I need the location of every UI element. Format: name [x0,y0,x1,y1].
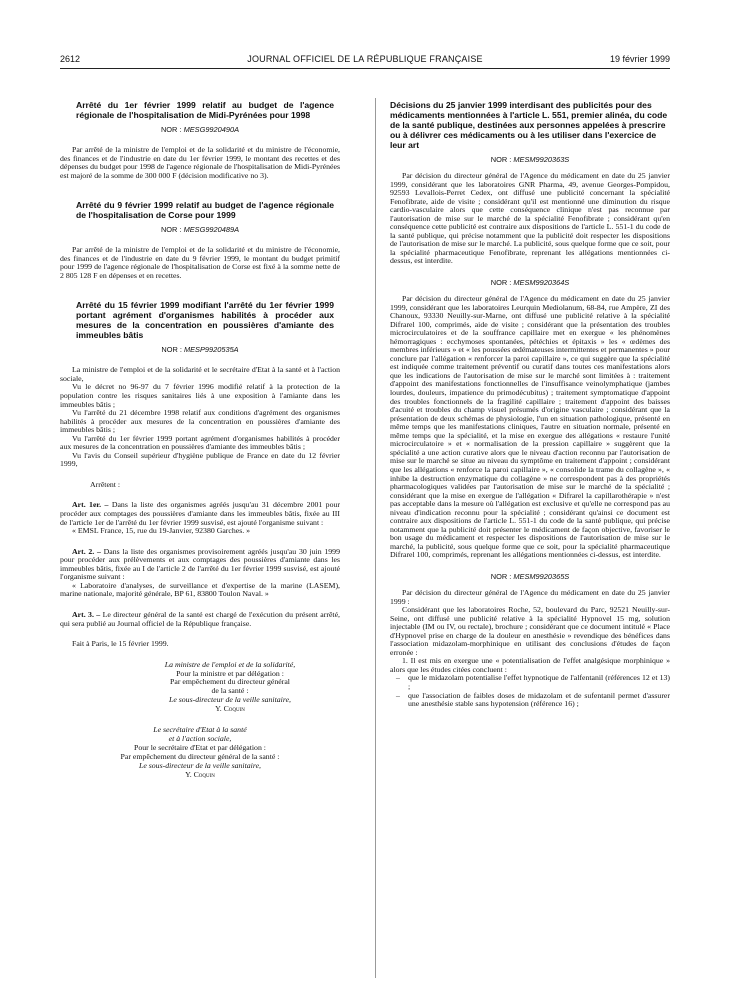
paragraph: Considérant que les laboratoires Roche, 52, boulevard du Parc, 92521 Neuilly-sur-Seine, ont diffusé une publicité relative à la spécialité Hypnovel 15 mg, solution injectable (IM ou IV, ou rectale), brochure ; considérant que ce document intitulé « Place d'Hypnovel prise en charge de la douleur en anesthésie » revendique des bénéfices dans l'association midazolam-morphinique en utilisant des conclusions d'études de façon erronée : [390,605,670,657]
page-header [60,54,670,68]
section-body: Par arrêté de la ministre de l'emploi et de la solidarité et du ministre de l'économie, des finances et de l'industrie en date du 1er février 1999, le montant des recettes et des dépenses du budget pour 1998 de l'agence régionale de l'hospitalisation de Midi-Pyrénées est majoré de la somme de 300 000 F (décision modificative no 3). [60,145,340,180]
article-1-item: « EMSL France, 15, rue du 19-Janvier, 92380 Garches. » [72,526,251,536]
list-item: – que le midazolam potentialise l'effet hypnotique de l'alfentanil (références 12 et 13) ; [396,674,670,691]
nor-reference: NOR : MESP9920535A [161,345,239,355]
article-2: Art. 2. – Dans la liste des organismes provisoirement agréés jusqu'au 30 juin 1999 pour procéder aux prélèvements et aux comptages des poussières d'amiante dans les immeubles bâtis, fixée au I de l'article 2 de l'arrêté du 1er février 1999 susvisé, est ajouté l'organisme suivant : [60,546,340,582]
article-3: Art. 3. – Le directeur général de la santé est chargé de l'exécution du présent arrêté, qui sera publié au Journal officiel de la République française. [60,609,340,628]
decisions-title: Décisions du 25 janvier 1999 interdisant des publicités pour des médicaments mentionnées à l'article L. 551, premier alinéa, du code de la santé publique, destinées aux personnes appelées à prescrire ou à délivrer ces médicaments ou à les utiliser dans l'exercice de leur art [390,100,668,150]
page-number: 2612 [60,54,81,64]
section-body: Par arrêté de la ministre de l'emploi et de la solidarité et du ministre de l'économie, des finances et de l'industrie en date du 9 février 1999, le montant du budget primitif pour 1999 de l'agence régionale de l'hospitalisation de Corse est fixé à la somme nette de 2 805 128 F en dépenses et en recettes. [60,245,340,280]
paragraph: Vu l'avis du Conseil supérieur d'hygiène publique de France en date du 12 février 1999, [60,450,340,469]
paragraph: Vu le décret no 96-97 du 7 février 1996 modifié relatif à la protection de la population contre les risques sanitaires liés à une exposition à l'amiante dans les immeubles bâtis ; [60,382,340,409]
left-column [60,100,340,799]
signature-ministre: La ministre de l'emploi et de la solidarité, Pour la ministre et par délégation : Par empêchement du directeur général de la santé : Le sous-directeur de la veille sanitaire, Y. Coquin [164,659,296,714]
signature-secretaire: Le secrétaire d'Etat à la santé et à l'action sociale, Pour le secrétaire d'Etat et par délégation : Par empêchement du directeur général de la santé : Le sous-directeur de la veille sanitaire, Y. Coquin [120,725,280,779]
decision-fenofibrate: Par décision du directeur général de l'Agence du médicament en date du 25 janvier 1999, considérant que les laboratoires GNR Pharma, 49, avenue Georges-Pompidou, 92593 Levallois-Perret Cedex, ont diffusé une publicité concernant la spécialité Fenofibrate, aide de visite ; considérant qu'il est mentionné une diminution du risque cardio-vasculaire alors que cette conséquence clinique n'est pas reconnue par l'autorisation de mise sur le marché de la spécialité Fenofibrate ; considérant qu'en conséquence cette publicité est contraire aux dispositions de l'article L. 551-1 du code de la santé publique, qui précise notamment que la publicité doit respecter les dispositions de l'autorisation de mise sur le marché. La publicité, sous quelque forme que ce soit, pour la spécialité pharmaceutique Fenofibrate, reprenant les allégations mentionnées ci-dessus, est interdite. [390,171,670,266]
paragraph: Par décision du directeur général de l'Agence du médicament en date du 25 janvier 1999 : [390,587,670,606]
nor-reference: NOR : MESM9920364S [490,278,570,288]
paragraph: La ministre de l'emploi et de la solidarité et le secrétaire d'Etat à la santé et à l'action sociale, [60,365,340,383]
section-title: Arrêté du 1er février 1999 relatif au budget de l'agence régionale de l'hospitalisation de Midi-Pyrénées pour 1998 [76,100,334,120]
section-corse [60,200,340,280]
section-title: Arrêté du 15 février 1999 modifiant l'arrêté du 1er février 1999 portant agrément d'organismes habilités à procéder aux mesures de la concentration en poussières d'amiante des immeubles bâtis [76,300,334,341]
journal-title: JOURNAL OFFICIEL DE LA RÉPUBLIQUE FRANÇAISE [247,54,483,64]
issue-date: 19 février 1999 [609,54,670,64]
section-amiante [60,300,340,779]
nor-reference: NOR : MESM9920365S [490,571,570,581]
header-rule [60,68,670,69]
column-divider [375,98,376,978]
section-title: Arrêté du 9 février 1999 relatif au budget de l'agence régionale de l'hospitalisation de Corse pour 1999 [76,200,334,221]
section-midi-pyrenees [60,100,340,180]
arretent: Arrêtent : [90,479,121,489]
paragraph: 1. Il est mis en exergue une « potentialisation de l'effet analgésique morphinique » alors que les études citées concluent : [390,656,670,674]
list-item: – que l'association de faibles doses de midazolam et de sufentanil permet d'assurer une anesthésie stable sans hypotension (référence 16) ; [396,692,670,709]
article-1: Art. 1er. – Dans la liste des organismes agréés jusqu'au 31 décembre 2001 pour procéder aux comptages des poussières d'amiante dans les immeubles bâtis, fixée au III de l'article 1er de l'arrêté du 1er février 1999 susvisé, est ajouté l'organisme suivant : [60,500,340,527]
nor-reference: NOR : MESG9920489A [160,225,240,235]
article-2-item: « Laboratoire d'analyses, de surveillance et d'expertise de la marine (LASEM), marine nationale, majorité générale, BP 61, 83800 Toulon Naval. » [60,580,340,599]
paragraph: Vu l'arrêté du 1er février 1999 portant agrément d'organismes habilités à procéder aux mesures de la concentration en poussières d'amiante des immeubles bâtis ; [60,433,340,452]
decision-difrarel: Par décision du directeur général de l'Agence du médicament en date du 25 janvier 1999, considérant que les laboratoires Leurquin Mediolanum, 68-84, rue Ampère, ZI des Chanoux, 93330 Neuilly-sur-Marne, ont diffusé une publicité relative à la spécialité Difrarel 100, comprimés, aide de visite ; considérant que la présentation des troubles microcirculatoires et de la souffrance capillaire met en exergue « les phénomènes hémorragiques : ecchymoses spontanées, pétéchies et épitaxis » les « œdèmes des membres inférieurs » et « les poussées œdémateuses intermittentes et permanentes » pour conclure par l'allégation « renforcer la paroi capillaire », ce qui suggère que la spécialité est indiquée comme traitement préventif ou curatif dans toutes ces manifestations alors que les indications de l'autorisation de mise sur le marché sont limitées à : traitement d'appoint des manifestations fonctionnelles de l'insuffisance veinolymphatique (jambes lourdes, douleurs, impatience du primodécubitus) ; traitement symptomatique d'appoint des troubles fonctionnels de la fragilité capillaire ; traitement d'appoint des baisses d'acuité et troubles du champ visuel présumés d'origine vasculaire ; considérant que la présentation de deux schémas de physiologie, l'un en situation pathologique, présenté en même temps que les manifestations cliniques, l'autre en situation normale, présenté en même temps que la spécialité, et la mise en exergue des allégations « restaure l'unité microcirculatoire » et « normalisation de la pression capillaire » suggèrent que la spécialité a une action curative alors que le niveau d'action reconnu par l'autorisation de mise sur le marché se situe au niveau du symptôme en traitement d'appoint ; considérant que les allégations « renforce la paroi capillaire », « consolide la trame du collagène », « inhibe la destruction enzymatique du collagène » ne correspondent pas à des propriétés pharmacologiques validées par l'autorisation de mise sur le marché de la spécialité ; considérant que la mise en exergue de l'allégation « Difrarel la capillarothérapie » n'est pas acceptable dans la mesure où l'allégation est exclusive et qu'elle ne correspond pas au niveau d'indication reconnu pour la spécialité ; considérant qu'ainsi ce document est contraire aux dispositions de l'article L. 551-1 du code de la santé publique, qui précise notamment que la publicité doit présenter le médicament de façon objective, favoriser le bon usage du médicament et respecter les dispositions de l'autorisation de mise sur le marché, la publicité, sous quelque forme que ce soit, pour la spécialité pharmaceutique Difrarel 100, comprimés, reprenant les allégations mentionnées ci-dessus, est interdite. [390,294,670,560]
paragraph: Vu l'arrêté du 21 décembre 1998 relatif aux conditions d'agrément des organismes habilités à procéder aux mesures de la concentration en poussières d'amiante des immeubles bâtis ; [60,408,340,435]
nor-reference: NOR : MESM9920363S [490,155,570,164]
right-column [390,100,670,709]
fait-a-paris: Fait à Paris, le 15 février 1999. [72,639,169,649]
nor-reference: NOR : MESG9920490A [160,125,240,134]
